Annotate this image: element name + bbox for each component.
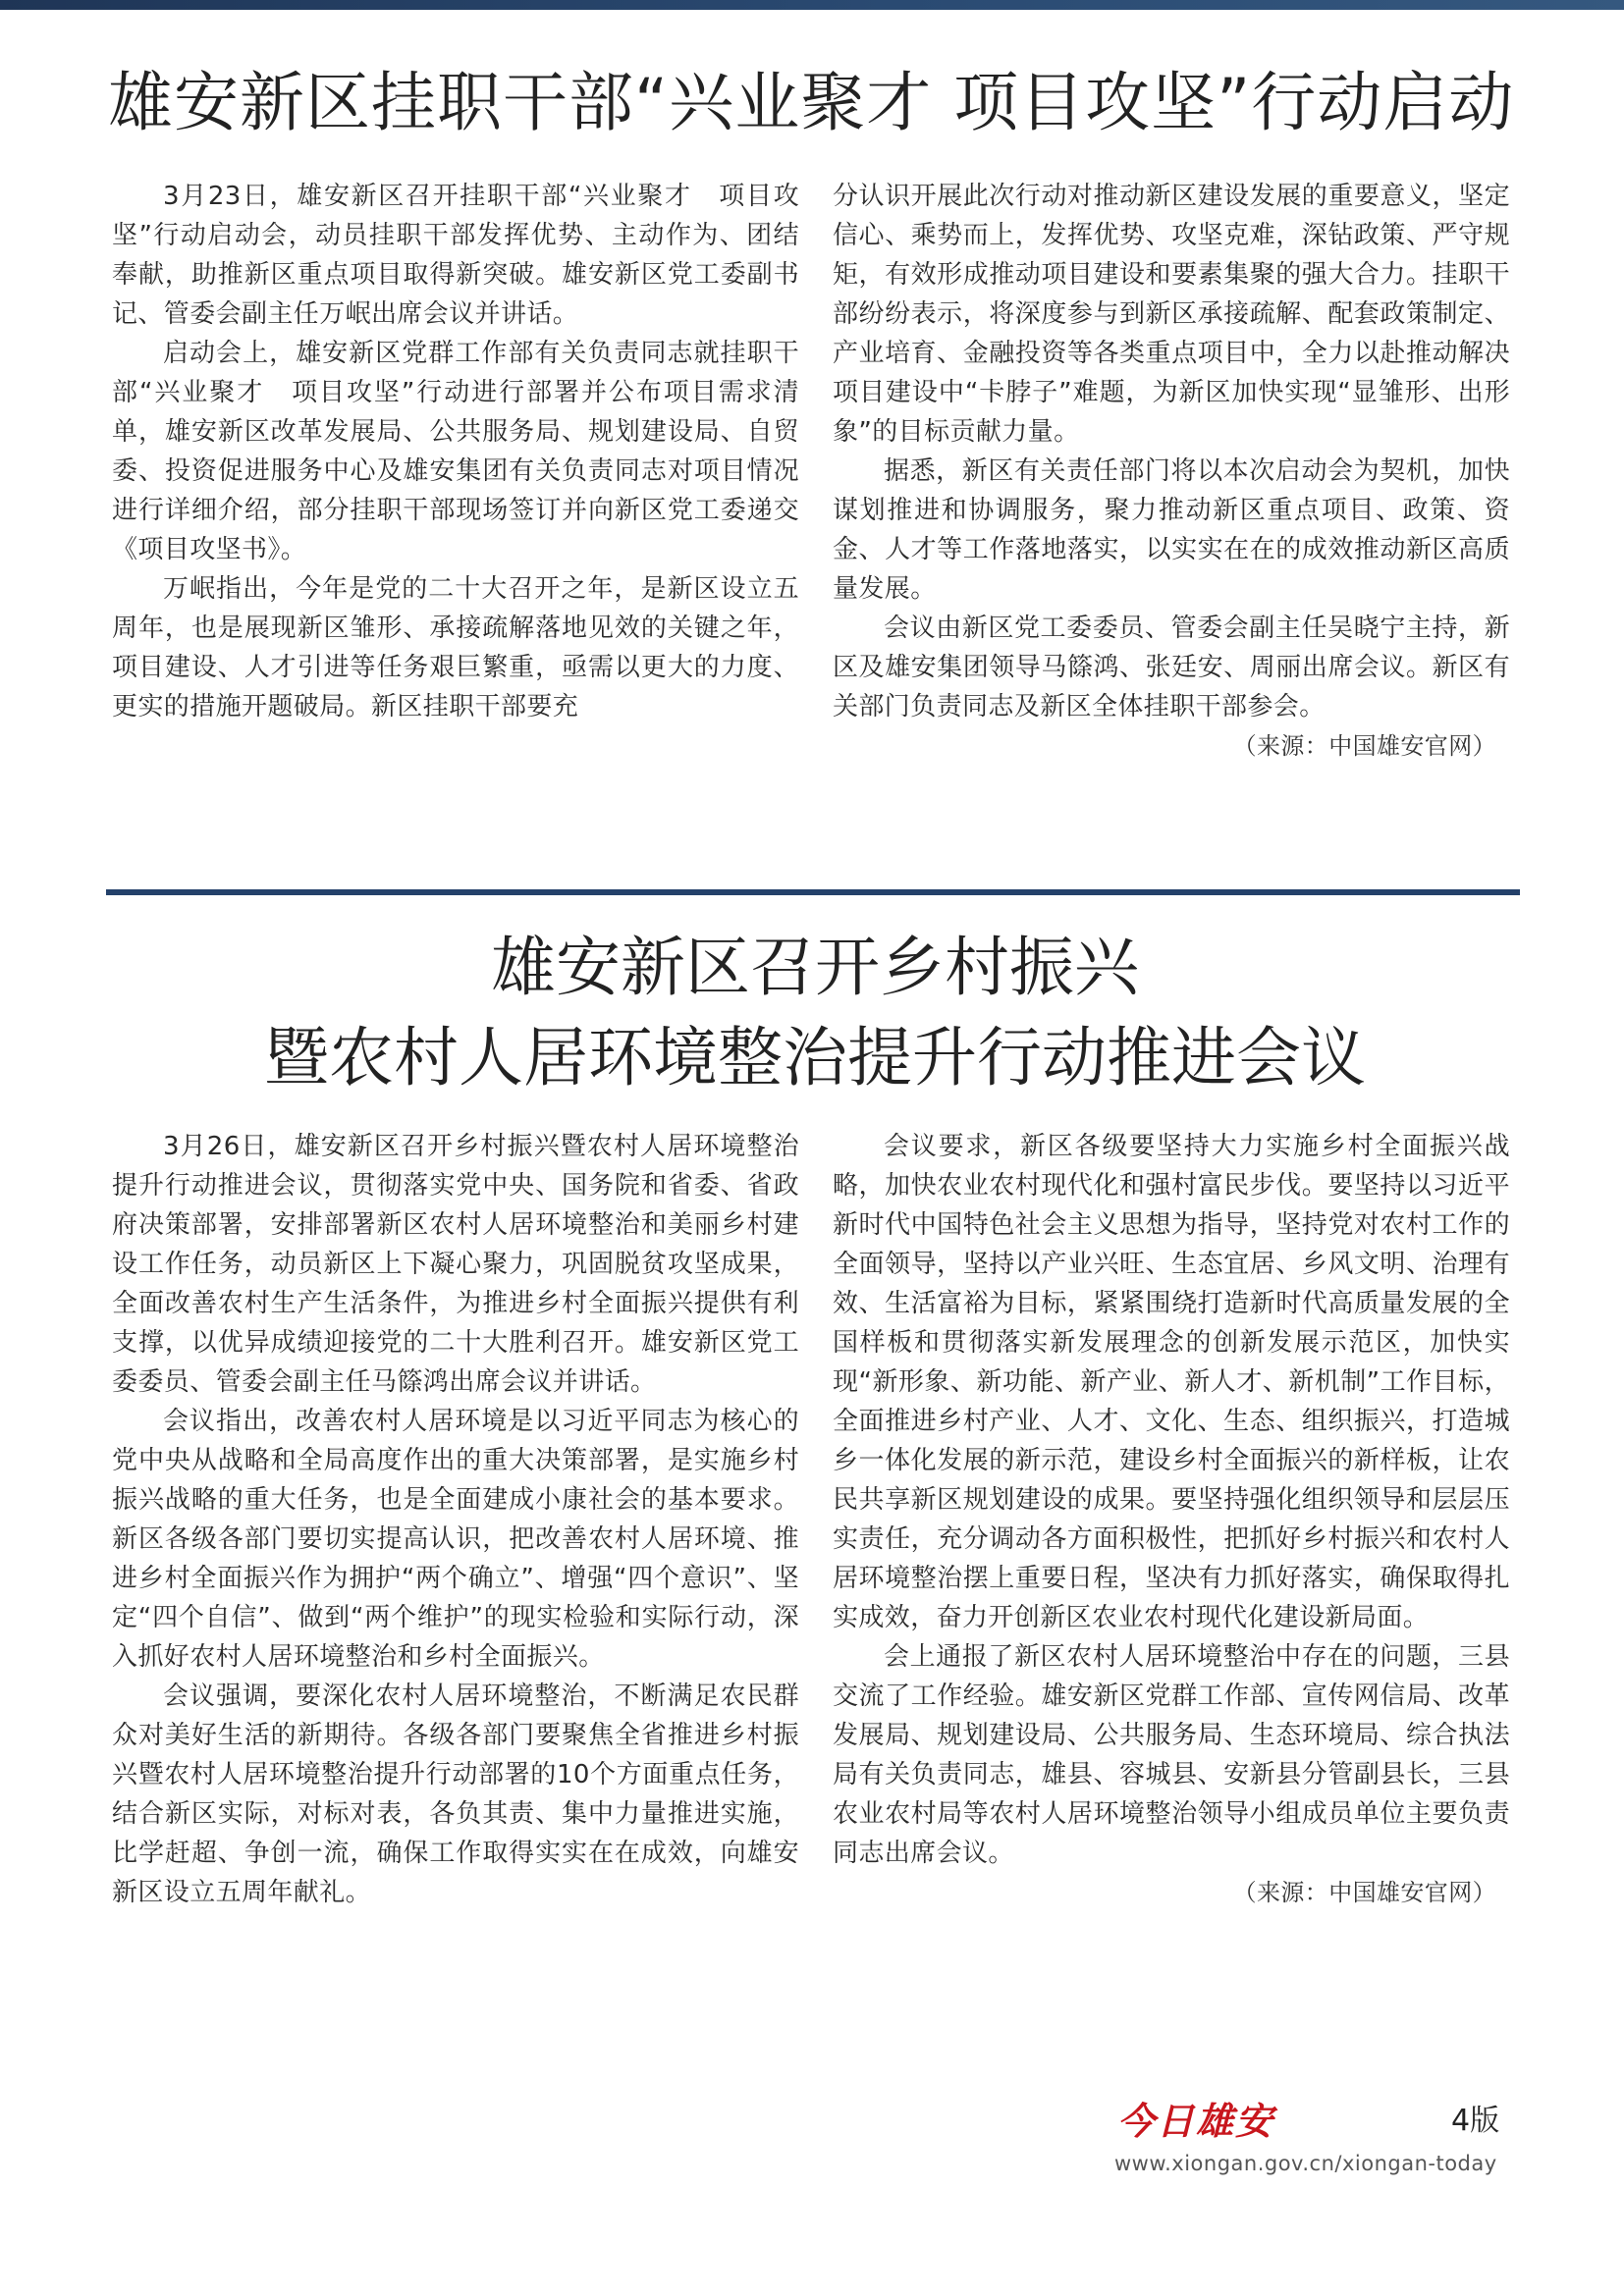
article1-paragraph: 万岷指出，今年是党的二十大召开之年，是新区设立五周年，也是展现新区雏形、承接疏解落地见效的关键之年，项目建设、人才引进等任务艰巨繁重，亟需以更大的力度、更实的措施开题破局。新区挂职干部要充	[112, 574, 799, 721]
article2-right-column	[833, 1127, 1510, 1912]
article2-title	[108, 923, 1522, 1103]
article2-left-column	[112, 1127, 799, 1912]
website-url[interactable]: www.xiongan.gov.cn/xiongan-today	[1114, 2152, 1497, 2175]
article1-paragraph: 启动会上，雄安新区党群工作部有关负责同志就挂职干部“兴业聚才 项目攻坚”行动进行部署并公布项目需求清单，雄安新区改革发展局、公共服务局、规划建设局、自贸委、投资促进服务中心及雄安集团有关负责同志对项目情况进行详细介绍，部分挂职干部现场签订并向新区党工委递交《项目攻坚书》。	[112, 339, 799, 564]
article2-source: （来源：中国雄安官网）	[1232, 1879, 1496, 1906]
article2-title-line1: 雄安新区召开乡村振兴	[491, 930, 1139, 1005]
publication-logo: 今日雄安	[1117, 2099, 1275, 2143]
article2-paragraph: 3月26日，雄安新区召开乡村振兴暨农村人居环境整治提升行动推进会议，贯彻落实党中央、国务院和省委、省政府决策部署，安排部署新区农村人居环境整治和美丽乡村建设工作任务，动员新区上下凝心聚力，巩固脱贫攻坚成果，全面改善农村生产生活条件，为推进乡村全面振兴提供有利支撑，以优异成绩迎接党的二十大胜利召开。雄安新区党工委委员、管委会副主任马篨鸿出席会议并讲话。	[112, 1132, 799, 1397]
article1-left-column	[112, 177, 799, 726]
article1-right-column	[833, 177, 1510, 766]
article2-title-line2: 暨农村人居环境整治提升行动推进会议	[264, 1020, 1366, 1095]
article2-paragraph: 会议要求，新区各级要坚持大力实施乡村全面振兴战略，加快农业农村现代化和强村富民步伐。要坚持以习近平新时代中国特色社会主义思想为指导，坚持党对农村工作的全面领导，坚持以产业兴旺、生态宜居、乡风文明、治理有效、生活富裕为目标，紧紧围绕打造新时代高质量发展的全国样板和贯彻落实新发展理念的创新发展示范区，加快实现“新形象、新功能、新产业、新人才、新机制”工作目标，全面推进乡村产业、人才、文化、生态、组织振兴，打造城乡一体化发展的新示范，建设乡村全面振兴的新样板，让农民共享新区规划建设的成果。要坚持强化组织领导和层层压实责任，充分调动各方面积极性，把抓好乡村振兴和农村人居环境整治摆上重要日程，坚决有力抓好落实，确保取得扎实成效，奋力开创新区农业农村现代化建设新局面。	[833, 1132, 1510, 1632]
article1-source: （来源：中国雄安官网）	[1232, 732, 1496, 760]
top-color-bar	[0, 0, 1624, 10]
article1-title: 雄安新区挂职干部“兴业聚才 项目攻坚”行动启动	[108, 65, 1515, 140]
article1-paragraph: 据悉，新区有关责任部门将以本次启动会为契机，加快谋划推进和协调服务，聚力推动新区重点项目、政策、资金、人才等工作落地落实，以实实在在的成效推动新区高质量发展。	[833, 456, 1510, 604]
page-number: 4版	[1451, 2104, 1500, 2138]
article2-paragraph: 会议指出，改善农村人居环境是以习近平同志为核心的党中央从战略和全局高度作出的重大决策部署，是实施乡村振兴战略的重大任务，也是全面建成小康社会的基本要求。新区各级各部门要切实提高认识，把改善农村人居环境、推进乡村全面振兴作为拥护“两个确立”、增强“四个意识”、坚定“四个自信”、做到“两个维护”的现实检验和实际行动，深入抓好农村人居环境整治和乡村全面振兴。	[112, 1407, 799, 1672]
article1-paragraph: 3月23日，雄安新区召开挂职干部“兴业聚才 项目攻坚”行动启动会，动员挂职干部发挥优势、主动作为、团结奉献，助推新区重点项目取得新突破。雄安新区党工委副书记、管委会副主任万岷出席会议并讲话。	[112, 182, 799, 329]
article2-paragraph: 会上通报了新区农村人居环境整治中存在的问题，三县交流了工作经验。雄安新区党群工作部、宣传网信局、改革发展局、规划建设局、公共服务局、生态环境局、综合执法局有关负责同志，雄县、容城县、安新县分管副县长，三县农业农村局等农村人居环境整治领导小组成员单位主要负责同志出席会议。	[833, 1642, 1510, 1868]
section-divider	[106, 889, 1520, 895]
article2-paragraph: 会议强调，要深化农村人居环境整治，不断满足农民群众对美好生活的新期待。各级各部门要聚焦全省推进乡村振兴暨农村人居环境整治提升行动部署的10个方面重点任务，结合新区实际，对标对表，各负其责、集中力量推进实施，比学赶超、争创一流，确保工作取得实实在在成效，向雄安新区设立五周年献礼。	[112, 1682, 799, 1907]
article1-paragraph: 会议由新区党工委委员、管委会副主任吴晓宁主持，新区及雄安集团领导马篨鸿、张廷安、周丽出席会议。新区有关部门负责同志及新区全体挂职干部参会。	[833, 614, 1510, 721]
article1-paragraph-continued: 分认识开展此次行动对推动新区建设发展的重要意义，坚定信心、乘势而上，发挥优势、攻坚克难，深钻政策、严守规矩，有效形成推动项目建设和要素集聚的强大合力。挂职干部纷纷表示，将深度参与到新区承接疏解、配套政策制定、产业培育、金融投资等各类重点项目中，全力以赴推动解决项目建设中“卡脖子”难题，为新区加快实现“显雏形、出形象”的目标贡献力量。	[833, 182, 1510, 447]
